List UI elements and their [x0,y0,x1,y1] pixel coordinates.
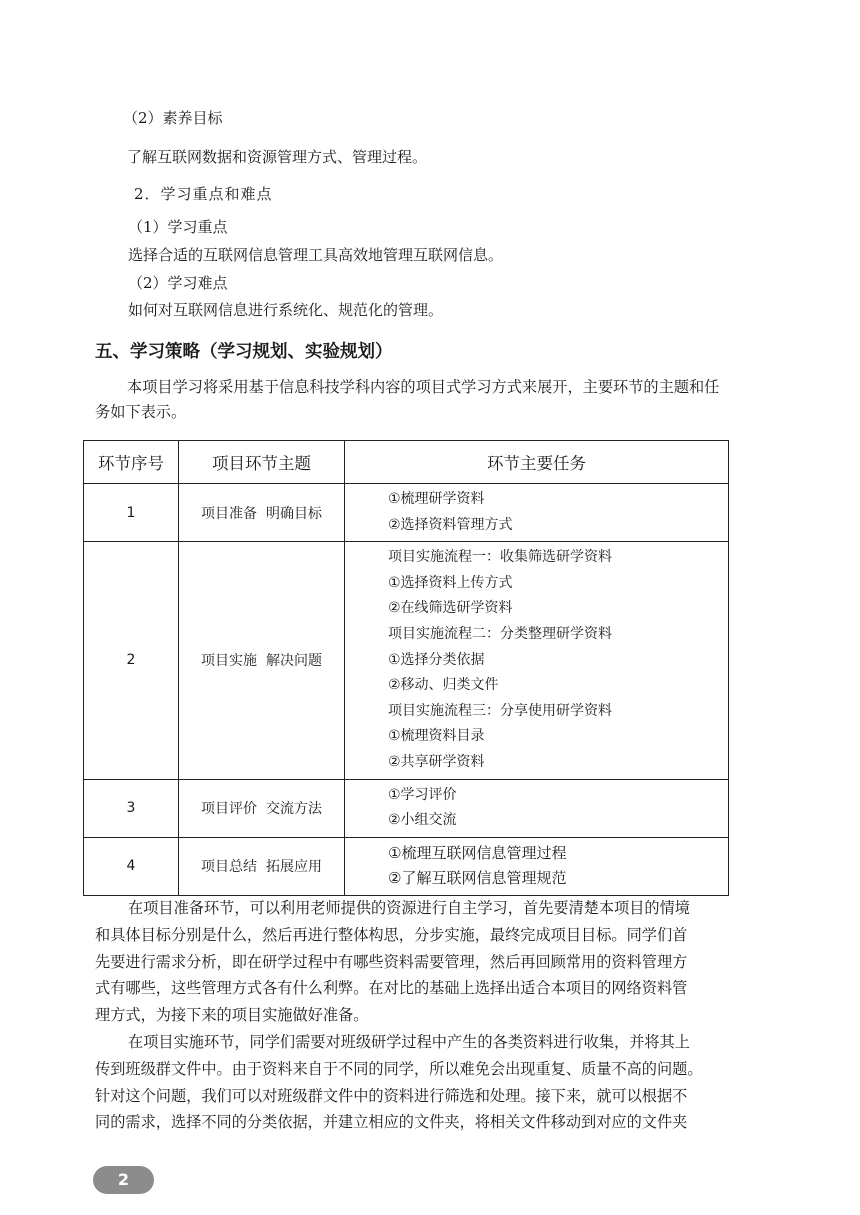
task-item: ②共享研学资料 [388,753,485,770]
focus-heading: （1）学习重点 [128,218,228,236]
paragraph-line: 和具体目标分别是什么，然后再进行整体构思，分步实施，最终完成项目目标。同学们首 [95,925,688,944]
paragraph-line: 理方式，为接下来的项目实施做好准备。 [95,1006,369,1025]
paragraph-line: 传到班级群文件中。由于资料来自于不同的同学，所以难免会出现重复、质量不高的问题。 [95,1059,703,1078]
paragraph-line: 针对这个问题，我们可以对班级群文件中的资料进行筛选和处理。接下来，就可以根据不 [95,1086,688,1105]
task-item: 项目实施流程二：分类整理研学资料 [388,625,612,642]
paragraph-line: 在项目实施环节，同学们需要对班级研学过程中产生的各类资料进行收集，并将其上 [128,1032,690,1051]
intro-line-1: 本项目学习将采用基于信息科技学科内容的项目式学习方式来展开，主要环节的主题和任 [127,378,720,396]
task-item: ②选择资料管理方式 [388,516,513,533]
step-no: 1 [84,484,179,542]
section-heading: 五、学习策略（学习规划、实验规划） [95,342,393,362]
page-number-badge: 2 [93,1166,154,1194]
intro-line-2: 务如下表示。 [95,403,187,421]
header-tasks: 环节主要任务 [345,441,729,484]
focus-text: 选择合适的互联网信息管理工具高效地管理互联网信息。 [128,246,504,264]
paragraph-preparation [95,895,703,1136]
paragraph-line: 同的需求，选择不同的分类依据，并建立相应的文件夹，将相关文件移动到对应的文件夹 [95,1113,688,1132]
step-no: 4 [84,837,179,895]
task-item: ①学习评价 [388,786,457,803]
step-no: 2 [84,542,179,779]
table-row [84,484,729,542]
literacy-goal-text: 了解互联网数据和资源管理方式、管理过程。 [127,148,428,166]
table-row [84,779,729,837]
task-item: ②小组交流 [388,812,457,829]
task-item: ①选择分类依据 [388,651,485,668]
task-item: ①梳理资料目录 [388,728,485,745]
step-theme: 项目总结 拓展应用 [179,837,345,895]
table-header-row [84,441,729,484]
step-tasks [345,779,729,837]
step-theme: 项目准备 明确目标 [179,484,345,542]
task-item: ①梳理研学资料 [388,491,485,507]
task-item: 项目实施流程一：收集筛选研学资料 [388,549,612,566]
task-item: ②移动、归类文件 [388,677,499,694]
difficulty-heading: （2）学习难点 [128,274,228,292]
task-item: ②了解互联网信息管理规范 [388,869,567,888]
paragraph-line: 在项目准备环节，可以利用老师提供的资源进行自主学习，首先要清楚本项目的情境 [128,899,690,917]
table-row [84,837,729,895]
step-tasks [345,542,729,779]
step-no: 3 [84,779,179,837]
step-tasks [345,837,729,895]
table-row [84,542,729,779]
paragraph-line: 式有哪些，这些管理方式各有什么利弊。在对比的基础上选择出适合本项目的网络资料管 [95,979,688,998]
key-points-heading: 2．学习重点和难点 [134,185,273,203]
step-theme: 项目实施 解决问题 [179,542,345,779]
task-item: ①选择资料上传方式 [388,574,513,591]
paragraph-line: 先要进行需求分析，即在研学过程中有哪些资料需要管理，然后再回顾常用的资料管理方 [95,952,688,971]
task-item: ②在线筛选研学资料 [388,600,513,617]
header-theme: 项目环节主题 [179,441,345,484]
plan-table [83,440,729,896]
task-item: ①梳理互联网信息管理过程 [388,843,567,862]
header-step-no: 环节序号 [84,441,179,484]
task-item: 项目实施流程三：分享使用研学资料 [388,702,612,719]
difficulty-text: 如何对互联网信息进行系统化、规范化的管理。 [128,301,444,319]
step-theme: 项目评价 交流方法 [179,779,345,837]
step-tasks [345,484,729,542]
literacy-goal-heading: （2）素养目标 [123,109,223,127]
